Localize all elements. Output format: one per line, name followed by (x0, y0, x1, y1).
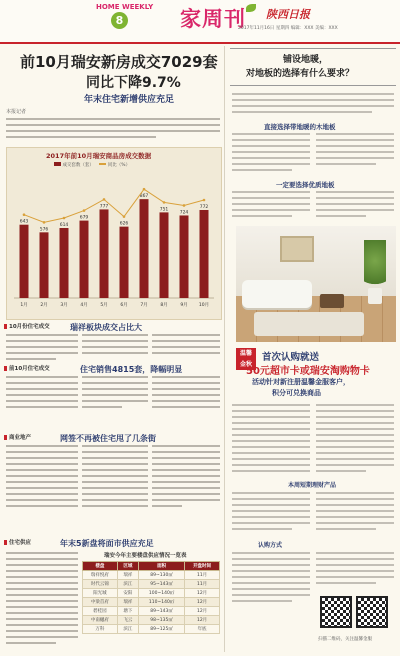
home-weekly-label: HOME WEEKLY (96, 3, 154, 11)
plant-pot (368, 288, 382, 304)
table-cell: 时代云锦 (83, 580, 118, 589)
paper-logo: 陕西日报 (266, 8, 310, 21)
table-header-cell: 面积 (139, 562, 185, 571)
x-tick-label: 1月 (20, 303, 28, 308)
right-headline-line2: 对地板的选择有什么要求？ (246, 69, 355, 79)
bar (160, 212, 169, 298)
section3-tag: 商业地产 (4, 433, 31, 441)
table-cell: 碧桂园 (83, 607, 118, 616)
section2-tag: 前10月住宅成交 (4, 364, 50, 372)
x-tick-label: 8月 (160, 303, 168, 308)
promo-sub1: 活动针对新注册温馨金服客户， (252, 378, 350, 386)
bar-value-label: 772 (199, 204, 209, 210)
wall-picture (280, 236, 314, 262)
table-cell: 98~135㎡ (139, 616, 185, 625)
right-sub4: 认购方式 (258, 542, 283, 549)
bar-value-label: 867 (139, 194, 149, 200)
table-row (83, 580, 220, 589)
table-header-cell: 楼盘 (83, 562, 118, 571)
table-row (83, 607, 220, 616)
trend-point (83, 209, 86, 212)
section1-tag: 10月份住宅成交 (4, 322, 50, 330)
promo-tag2: 金秋 (239, 361, 252, 368)
section3-head: 网签不再被住宅甩了几条街 (60, 434, 156, 443)
table-cell: 11月 (185, 571, 220, 580)
bar-value-label: 614 (59, 223, 69, 229)
bar (100, 209, 109, 298)
bar-value-label: 679 (79, 215, 89, 221)
dateline: 2017年11月16日 星期四 编辑：XXX 美编：XXX (238, 26, 338, 31)
bar (140, 199, 149, 298)
x-tick-label: 6月 (120, 303, 128, 308)
right-sub2: 一定要选择优质地板 (276, 181, 335, 189)
table-row (83, 571, 220, 580)
bar (200, 210, 209, 298)
table-cell: 11月 (185, 580, 220, 589)
section4-head: 年末5新盘将面市供应充足 (60, 539, 154, 548)
legend-bars: 成交套数（套） (62, 163, 94, 168)
trend-point (163, 201, 166, 204)
rug (254, 312, 364, 336)
right-sub3: 本周短期理财产品 (288, 482, 337, 489)
table-header-cell: 开盘时间 (185, 562, 220, 571)
x-tick-label: 10月 (198, 303, 210, 308)
byline: 本报记者 (6, 109, 27, 115)
bar-value-label: 751 (159, 207, 169, 213)
bar-value-label: 643 (19, 219, 29, 225)
x-tick-label: 3月 (60, 303, 68, 308)
bar (180, 215, 189, 298)
bar (20, 225, 29, 298)
table-cell: 阳光城 (83, 589, 118, 598)
section1-head: 瑞祥板块成交占比大 (70, 323, 142, 332)
table-cell: 中南樾府 (83, 616, 118, 625)
table-cell: 110~140㎡ (139, 598, 185, 607)
trend-point (143, 188, 146, 191)
table-cell: 89~143㎡ (139, 607, 185, 616)
column-divider (224, 46, 225, 652)
bar-value-label: 724 (179, 210, 189, 216)
trend-point (63, 217, 66, 220)
supply-table-title: 瑞安今年主要楼盘供应情况一览表 (104, 553, 187, 559)
chart-title: 2017年前10月瑞安商品房成交数据 (46, 152, 152, 160)
table-cell: 100~140㎡ (139, 589, 185, 598)
trend-point (203, 199, 206, 202)
legend-line: 同比（%） (107, 163, 131, 168)
table-cell: 瑞祥 (117, 571, 138, 580)
table-row (83, 598, 220, 607)
promo-sub2: 积分可兑换商品 (272, 389, 321, 397)
trend-point (103, 198, 106, 201)
bar (80, 221, 89, 298)
supply-table (82, 561, 220, 634)
table-cell: 12月 (185, 616, 220, 625)
trend-line (24, 189, 204, 222)
table-cell: 12月 (185, 589, 220, 598)
table-cell: 瑞祥 (117, 598, 138, 607)
table-cell: 89~125㎡ (139, 625, 185, 634)
promo-tag1: 温馨 (239, 350, 252, 357)
x-tick-label: 2月 (40, 303, 48, 308)
bar-value-label: 576 (39, 227, 49, 233)
qr-caption: 扫描二维码，关注温馨金服 (318, 637, 372, 642)
left-headline-line1: 前10月瑞安新房成交7029套 (20, 53, 218, 71)
table-cell: 安阳 (117, 589, 138, 598)
table-cell: 12月 (185, 598, 220, 607)
plant (364, 240, 386, 292)
table-cell: 年底 (185, 625, 220, 634)
trend-point (23, 213, 26, 216)
left-headline-line2: 同比下降9.7% (86, 75, 181, 91)
section2-head: 住宅销售4815套，降幅明显 (80, 365, 183, 374)
table-cell: 12月 (185, 607, 220, 616)
table-cell: 塘下 (117, 607, 138, 616)
table-cell: 飞云 (117, 616, 138, 625)
bar-chart (6, 170, 220, 316)
section4-tag: 住宅供应 (4, 538, 31, 546)
room-photo (236, 226, 396, 342)
x-tick-label: 7月 (140, 303, 148, 308)
table-header-cell: 区域 (117, 562, 138, 571)
table-cell: 95~143㎡ (139, 580, 185, 589)
trend-point (43, 221, 46, 224)
bar (40, 232, 49, 298)
side-table (320, 294, 344, 308)
right-headline-line1: 铺设地暖， (283, 55, 329, 65)
x-tick-label: 4月 (80, 303, 88, 308)
trend-point (183, 204, 186, 207)
table-cell: 滨江 (117, 580, 138, 589)
table-cell: 瑞祥悦府 (83, 571, 118, 580)
x-tick-label: 9月 (180, 303, 188, 308)
qr-code-2 (356, 596, 388, 628)
promo-title1: 首次认购就送 (262, 352, 320, 363)
chart-legend (54, 162, 130, 168)
table-cell: 中梁首府 (83, 598, 118, 607)
table-header-row (83, 562, 220, 571)
table-cell: 滨江 (117, 625, 138, 634)
trend-point (123, 215, 126, 218)
table-row (83, 589, 220, 598)
bar (120, 227, 129, 298)
left-subtitle: 年末住宅新增供应充足 (84, 95, 175, 105)
x-tick-label: 5月 (100, 303, 108, 308)
table-cell: 89~130㎡ (139, 571, 185, 580)
page-number-badge: 8 (111, 12, 128, 29)
section-title: 家周刊 (180, 7, 246, 31)
sofa (242, 280, 312, 308)
promo-title2: 50元超市卡或瑞安淘购物卡 (246, 366, 370, 377)
right-sub1: 直接选择带地暖的木地板 (264, 123, 336, 131)
table-cell: 万科 (83, 625, 118, 634)
bar (60, 228, 69, 298)
table-row (83, 616, 220, 625)
qr-code-1 (320, 596, 352, 628)
bar-value-label: 626 (119, 221, 129, 227)
bar-value-label: 777 (99, 204, 109, 210)
table-row (83, 625, 220, 634)
